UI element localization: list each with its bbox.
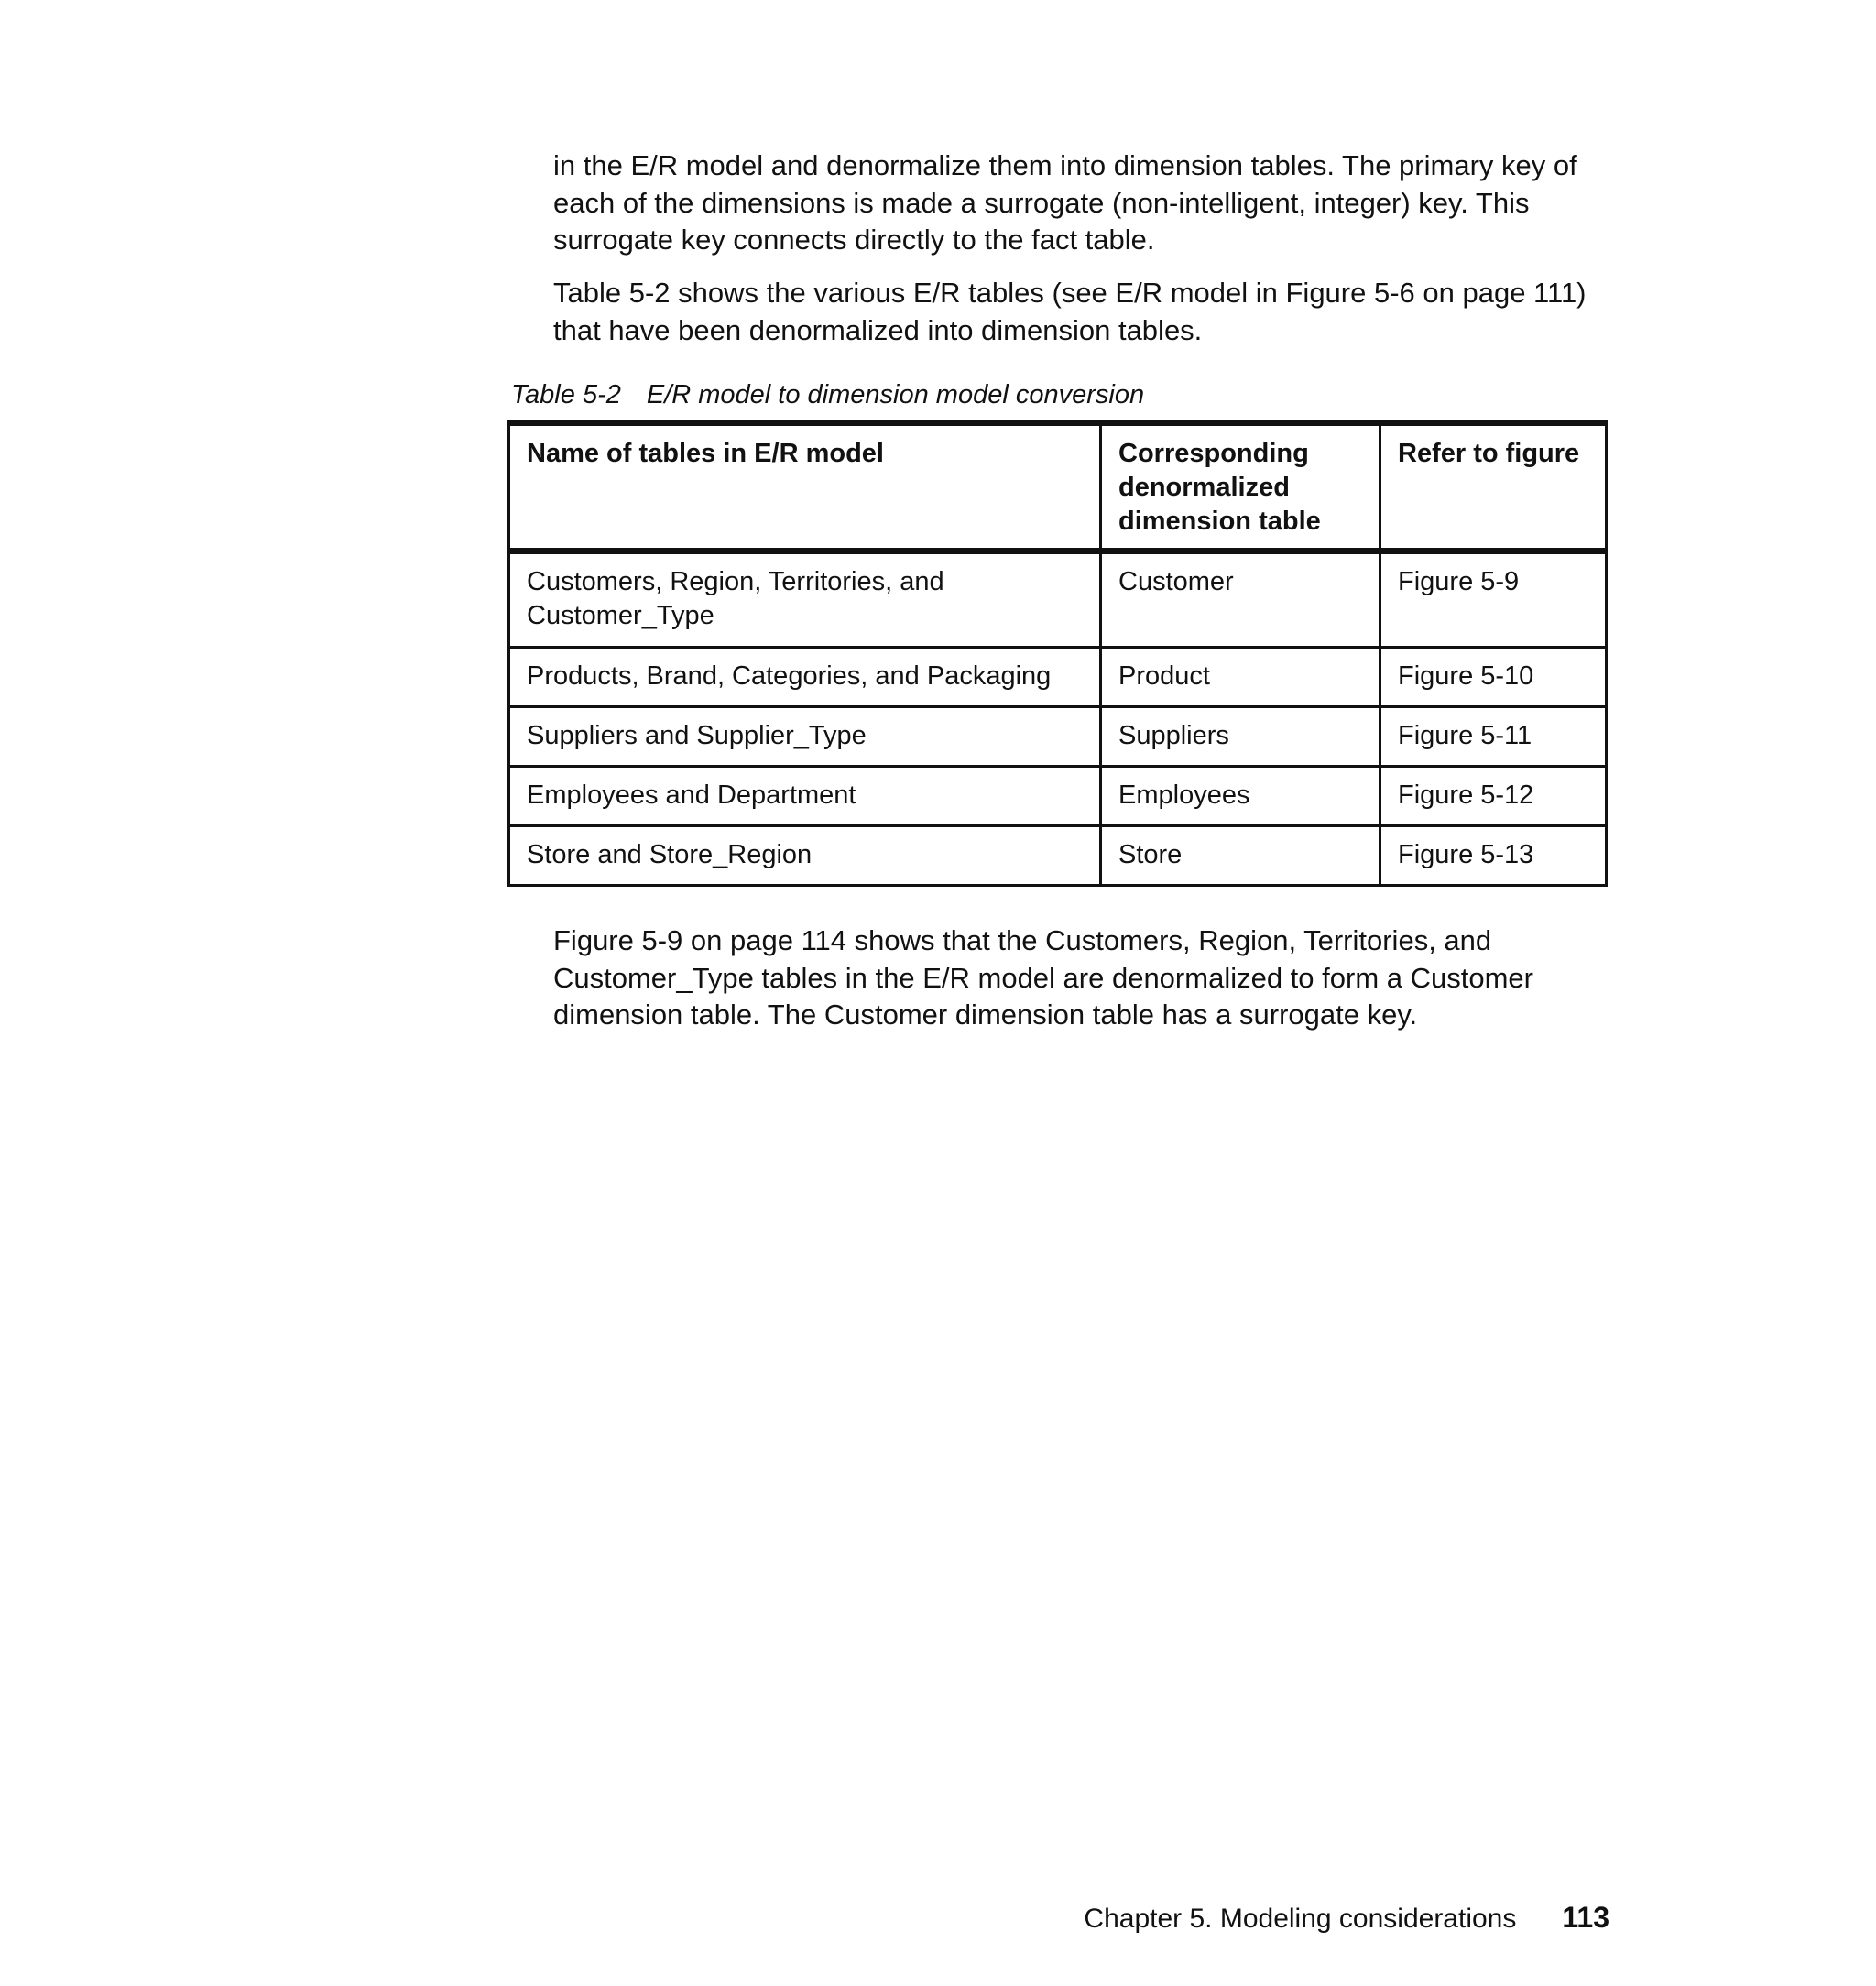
table-row (509, 826, 1607, 886)
cell-er-tables: Products, Brand, Categories, and Packaging (509, 648, 1101, 707)
cell-dimension-table: Product (1101, 648, 1380, 707)
body-paragraph-intro: in the E/R model and denormalize them into dimension tables. The primary key of each of the dimensions is made a surrogate (non-intelligent, integer) key. This surrogate key connects directly to the fact table. (553, 149, 1577, 256)
header-figure-reference: Refer to figure (1380, 423, 1607, 551)
table-row (509, 551, 1607, 648)
cell-dimension-table: Suppliers (1101, 707, 1380, 767)
cell-figure-reference: Figure 5-11 (1380, 707, 1607, 767)
cell-dimension-table: Customer (1101, 551, 1380, 648)
table-caption-text: E/R model to dimension model conversion (646, 380, 1145, 409)
cell-er-tables: Customers, Region, Territories, and Customer_Type (509, 551, 1101, 648)
cell-er-tables: Employees and Department (509, 767, 1101, 826)
footer-chapter-title: Chapter 5. Modeling considerations (1084, 1904, 1517, 1934)
table-caption (511, 380, 1144, 410)
er-to-dimension-table (507, 420, 1608, 887)
cell-er-tables: Store and Store_Region (509, 826, 1101, 886)
cell-figure-reference: Figure 5-13 (1380, 826, 1607, 886)
page-footer (1084, 1901, 1609, 1935)
cell-dimension-table: Store (1101, 826, 1380, 886)
cell-dimension-table: Employees (1101, 767, 1380, 826)
table-caption-label: Table 5-2 (511, 380, 621, 409)
body-paragraph-table-reference: Table 5-2 shows the various E/R tables (see E/R model in Figure 5-6 on page 111) that have been denormalized into dimension tables. (553, 277, 1587, 346)
header-dimension-table: Corresponding denormalized dimension table (1101, 423, 1380, 551)
table-row (509, 767, 1607, 826)
cell-figure-reference: Figure 5-12 (1380, 767, 1607, 826)
header-er-tables: Name of tables in E/R model (509, 423, 1101, 551)
body-paragraph-figure-reference: Figure 5-9 on page 114 shows that the Customers, Region, Territories, and Customer_Type tables in the E/R model are denormalized to form a Customer dimension table. The Customer dimension table has a surrogate key. (553, 924, 1533, 1031)
table-row (509, 707, 1607, 767)
cell-figure-reference: Figure 5-10 (1380, 648, 1607, 707)
cell-figure-reference: Figure 5-9 (1380, 551, 1607, 648)
cell-er-tables: Suppliers and Supplier_Type (509, 707, 1101, 767)
table-row (509, 648, 1607, 707)
page-number: 113 (1562, 1901, 1609, 1934)
table-header-row (509, 423, 1607, 551)
